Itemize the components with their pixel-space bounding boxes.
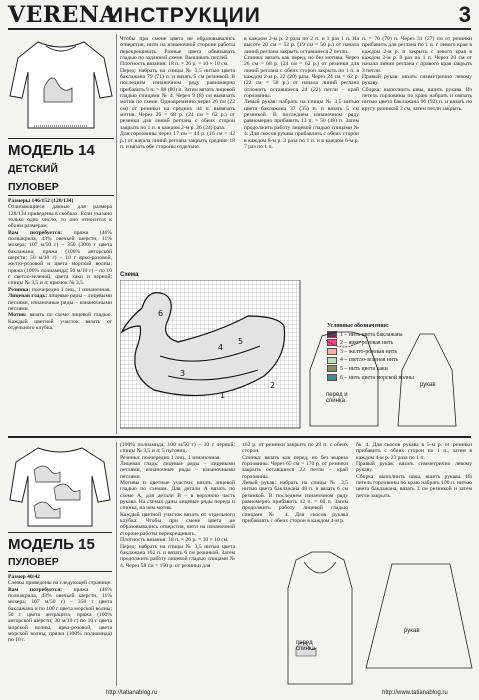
legend: Условные обозначения: 1 – нить цвета баклажана 2 – ярко-розовая нить 3 – желто-розовая нить 4 – светло-зеленая нить 5 – нить цвета хаки 6 – нить цвета морской волны [327, 323, 414, 381]
page-title: ИНСТРУКЦИИ [108, 4, 261, 27]
page-number: 3 [458, 2, 471, 27]
pattern-pieces-15 [282, 548, 476, 688]
svg-text:6: 6 [158, 309, 164, 318]
sweater-sketch-14 [8, 36, 114, 134]
svg-text:1: 1 [220, 391, 226, 400]
intro-text: Отличающиеся данные для размера 128/134 приведены в скобках. Если указано только одно число, то оно относится к обоим размерам. [8, 204, 112, 230]
sleeve-label: рукав [420, 382, 436, 388]
legend-label: 1 – нить цвета баклажана [340, 331, 403, 338]
svg-text:3: 3 [180, 369, 186, 378]
model14-text-col1: Размеры 146/152 (128/134) Отличающиеся данные для размера 128/134 приведены в скобках. Если указано только одно число, то оно относится к обоим размерам. Вам потребуется: пряжа (46% полиакрила, 43% овечьей шерсти, 11% мохера; 107 м/50 г) – 350 (300) г цвета баклажана; пряжа (100% ангорской шерсти; 50 м/10 г) – 10 г ярко-розовой, желто-розовой и цвета морской волны; пряжа (100% полиамида; 50 м/10 г) – по 10 г светло-зеленой, цвета хаки и черной; спицы № 3,5 и 4; крючок № 3,5. Резинка: поочередно 1 лиц., 1 изнаночная. Лицевая гладь: лицевые ряды – лицевыми петлями, изнаночные ряды – изнаночными петлями. Мотив: вязать по схеме лицевой гладью. Каждый цветной участок вязать от отдельного клубка. [8, 198, 112, 331]
legend-label: 2 – ярко-розовая нить [340, 340, 394, 347]
legend-label: 6 – нить цвета морской волны [340, 374, 414, 381]
model15-title: МОДЕЛЬ 15 [8, 536, 95, 553]
model14-subtitle: ДЕТСКИЙ [8, 163, 58, 175]
section-divider [8, 436, 471, 438]
legend-label: 4 – светло-зеленая нить [340, 357, 399, 364]
svg-text:2: 2 [270, 381, 276, 390]
front-back-label: перед и спинка [326, 392, 348, 404]
legend-label: 5 – нить цвета хаки [340, 365, 388, 372]
size-label: Размеры 146/152 (128/134) [8, 198, 74, 204]
model15-text-col4: № 4. Для скосов рукава в 5-м р. от резинки прибавить с обеих сторон по 1 п., затем в каждом 4-м р. 23 раза по 1 п. Правый рукав: вязать симметрично левому рукаву. Сборка: выполнить швы, вшить рукава. Из петель горловины по краю набрать 100 п. нитью цвета баклажана, вязать 3 см резинкой и затем петли закрыть. [356, 442, 472, 499]
sleeve15-label: рукав [404, 628, 420, 634]
svg-text:5: 5 [238, 337, 244, 346]
model14-type: ПУЛОВЕР [8, 181, 59, 193]
brand-logo: VERENA [8, 2, 118, 28]
footer-url-left[interactable]: http://tatianablog.ru [106, 690, 158, 696]
header-rule [8, 28, 471, 30]
model14-text-col2: Чтобы при смене цвета не образовывались отверстия, нити на изнаночной стороне работы перекрещивать. Разные цвета обвязывать гладью по заданной схеме. Вышивать петлей. Плотность вязания: 18 п. × 26 р. = 10 × 10 см. Перед: набрать на спицы № 3,5 нитью цвета баклажана 79 (71) п. и вязать 5 см резинкой. В последнем изнаночном ряду равномерно прибавить 9 п. = 88 (80) п. Затем вязать лицевой гладью спицами № 4. Через 9 (8) см вывязать мотив по схеме. Одновременно через 26 см (22 см) от резинки на средних 44 п. вывязать мотив. Через 26 = 68 р. (24 см = 62 р.) от резинки для линий реглана с обеих сторон закрыть по 1 п. в каждом 2-м р. 26 (24) раза. Для горловины через 17 см = 44 р. (16 см = 42 р.) от начала линий реглана закрыть средние 18 п. и вязать обе стороны отдельно. [120, 36, 235, 150]
model14-text-col4: п. = 76 (70) п. Через 31 (27) см от резинки прибавить для реглана по 1 п. с левого края в каждом 2-м р. и закрыть с левого края в каждом 2-м р. 9 раз по 1 п. Через 20 см от начала линии реглана с правого края закрыть 3 петли. Правый рукав: вязать симметрично левому рукаву. Сборка: выполнить швы, вшить рукава. Из петель горловины по краю набрать и связать нитью цвета баклажана 96 (92) п. и вязать по кругу резинкой 3 см, затем петли закрыть. [362, 36, 472, 112]
model14-text-col3: в каждом 2-м р. 2 раза по 2 п. и 1 раз 1 п. На высоте 20 см = 52 р. (19 см = 50 р.) от начала линий реглана закрыть оставшиеся 2 петли. Спинка: вязать как перед, но без мотива. Через 26 см = 68 р. (24 см = 62 р.) от резинки для линий реглана с обеих сторон закрыть по 1 п. в каждом 2-м р. 22 (20) раза. Через 24 см = 62 р. (22 см = 58 р.) от начала линий реглана отложить оставшиеся 24 (22) петли – край горловины. Левый рукав: набрать на спицы № 3,5 нитью цвета баклажана 37 (35) п. и вязать 5 см резинкой. В последнем изнаночном ряду равномерно прибавить 13 п. = 50 (48) п. Затем продолжить работу лицевой гладью спицами № 4. Для скосов рукава прибавлять с обеих сторон в каждом 8-м р. 3 раза по 1 п. и в каждом 6-м р. 7 раз по 1 п. [244, 36, 359, 150]
model14-title: МОДЕЛЬ 14 [8, 142, 95, 159]
sweater-sketch-15 [8, 444, 112, 530]
svg-text:4: 4 [218, 343, 224, 352]
pattern-pieces-14 [302, 330, 476, 430]
legend-label: 3 – желто-розовая нить [340, 348, 398, 355]
front15-label: перед спинка [296, 640, 316, 652]
model15-type: ПУЛОВЕР [8, 556, 59, 568]
page-header [8, 2, 473, 26]
footer-url-right[interactable]: http://www.tatianablog.ru [382, 690, 448, 696]
knitting-chart [120, 280, 302, 430]
model15-text-col3: 162 р. от резинки закрыть по 23 п. с обеих сторон. Спинка: вязать как перед, но без выреза горловины. Через 65 см = 170 р. от резинки закрыть оставшиеся 22 петли – край горловины. Левый рукав: набрать на спицы № 3,5 нитью цвета баклажана 48 п. и вязать 6 см резинкой. В последнем изнаночном ряду равномерно прибавить 12 п. = 60 п. Затем продолжить работу лицевой гладью спицами № 4. Для скосов рукава прибавлять с обеих сторон в каждом 4-м р. [242, 442, 348, 525]
materials-text: пряжа (46% полиакрила, 43% овечьей шерсти, 11% мохера; 107 м/50 г) – 350 (300) г цвета баклажана; пряжа (100% ангорской шерсти; 50 м/10 г) – 10 г ярко-розовой, желто-розовой и цвета морской волны; пряжа (100% полиамида; 50 м/10 г) – по 10 г светло-зеленой, цвета хаки и черной; спицы № 3,5 и 4; крючок № 3,5. [8, 229, 112, 287]
model15-text-col2: (100% полиамида; 100 м/50 г) – 10 г черной; спицы № 3,5 и 4; 5 пуговиц. Резинка: поочередно 1 лиц., 1 изнаночная. Лицевая гладь: лицевые ряды – лицевыми петлями, изнаночные ряды – изнаночными петлями. Мотивы и цветные участки: вязать лицевой гладью по схемам. Для детали А вязать по схеме А, для детали В – в верхнюю часть рукава. На схемах даны лицевые ряды переда и спинка, на чем мотив. Каждый цветной участок вязать от отдельного клубка. Чтобы при смене цвета не образовывались отверстия, нити на изнаночной стороне работы перекрещивать. Плотность вязания: 18 п. × 26 р. = 10 × 10 см. Перед: набрать на спицы № 3,5 нитью цвета баклажана 102 п. и вязать 6 см резинкой. Затем продолжить работу лицевой гладью спицами № 4. Через 58 см = 150 р. от резинки для [120, 442, 235, 569]
chart-caption: Схема [120, 272, 139, 278]
model15-text-col1: Размер 40/42 Схемы приведены на следующей странице. Вам потребуется: пряжа (46% полиакрила, 43% овечьей шерсти, 11% мохера; 107 м/50 г) – 350 г цвета баклажана и по 100 г цвета морской волны; 50 г цвета антрацита, пряжа (100% ангорской шерсти; 30 м/10 г) по 10 г цвета морской волны, ярко-розовой, цвета морской волны, пряжи (100% полиамида) по 10 г. [8, 574, 112, 644]
